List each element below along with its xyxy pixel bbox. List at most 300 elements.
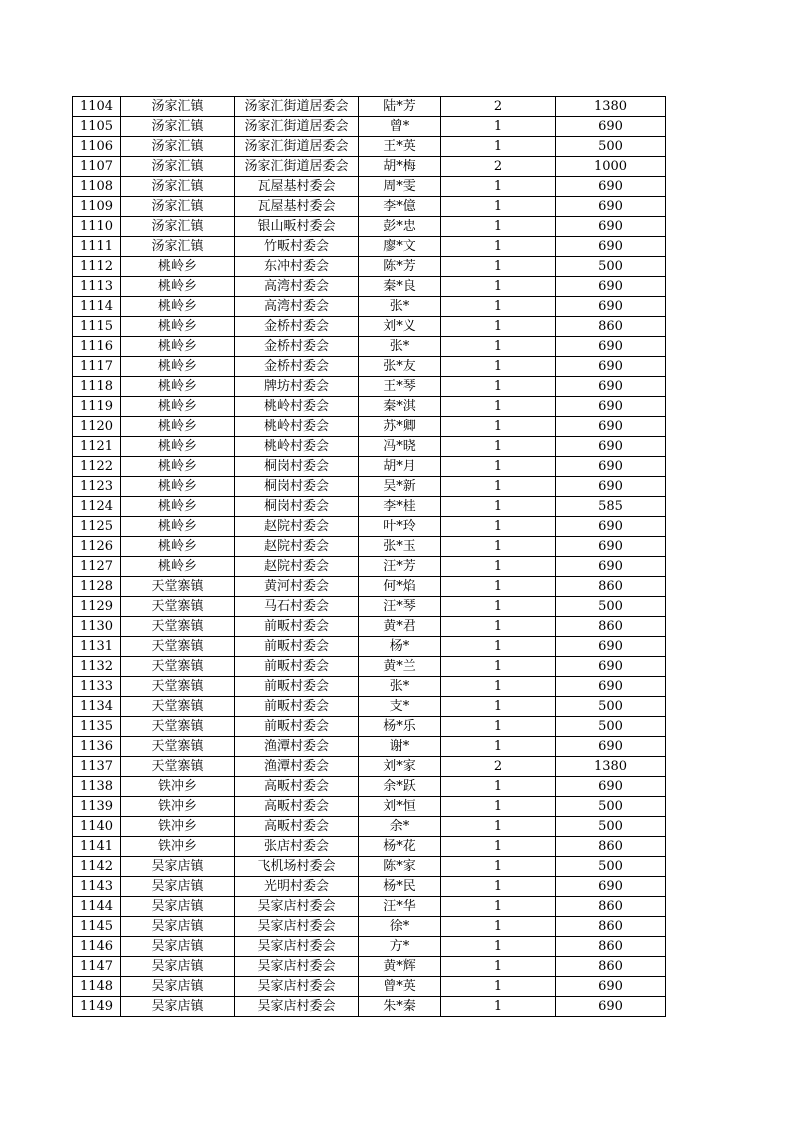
township-cell: 天堂寨镇 xyxy=(121,717,235,737)
count-cell: 1 xyxy=(441,557,556,577)
row-number-cell: 1144 xyxy=(73,897,121,917)
row-number-cell: 1117 xyxy=(73,357,121,377)
village-committee-cell: 赵院村委会 xyxy=(235,557,359,577)
amount-cell: 690 xyxy=(556,997,666,1017)
village-committee-cell: 赵院村委会 xyxy=(235,517,359,537)
row-number-cell: 1127 xyxy=(73,557,121,577)
village-committee-cell: 高湾村委会 xyxy=(235,277,359,297)
row-number-cell: 1142 xyxy=(73,857,121,877)
amount-cell: 690 xyxy=(556,277,666,297)
name-cell: 胡*月 xyxy=(359,457,441,477)
row-number-cell: 1112 xyxy=(73,257,121,277)
table-row xyxy=(73,457,666,477)
count-cell: 1 xyxy=(441,377,556,397)
name-cell: 汪*华 xyxy=(359,897,441,917)
name-cell: 余* xyxy=(359,817,441,837)
village-committee-cell: 金桥村委会 xyxy=(235,357,359,377)
village-committee-cell: 张店村委会 xyxy=(235,837,359,857)
table-row xyxy=(73,377,666,397)
name-cell: 朱*秦 xyxy=(359,997,441,1017)
count-cell: 1 xyxy=(441,137,556,157)
table-row xyxy=(73,757,666,777)
table-row xyxy=(73,417,666,437)
village-committee-cell: 渔潭村委会 xyxy=(235,757,359,777)
village-committee-cell: 吴家店村委会 xyxy=(235,897,359,917)
count-cell: 1 xyxy=(441,597,556,617)
amount-cell: 860 xyxy=(556,937,666,957)
table-row xyxy=(73,177,666,197)
table-row xyxy=(73,937,666,957)
count-cell: 1 xyxy=(441,937,556,957)
name-cell: 廖*文 xyxy=(359,237,441,257)
amount-cell: 500 xyxy=(556,697,666,717)
row-number-cell: 1128 xyxy=(73,577,121,597)
count-cell: 1 xyxy=(441,817,556,837)
amount-cell: 690 xyxy=(556,177,666,197)
row-number-cell: 1119 xyxy=(73,397,121,417)
table-row xyxy=(73,597,666,617)
roster-table-body xyxy=(73,97,666,1017)
count-cell: 1 xyxy=(441,977,556,997)
count-cell: 1 xyxy=(441,217,556,237)
row-number-cell: 1140 xyxy=(73,817,121,837)
amount-cell: 500 xyxy=(556,137,666,157)
village-committee-cell: 前畈村委会 xyxy=(235,637,359,657)
name-cell: 陆*芳 xyxy=(359,97,441,117)
amount-cell: 690 xyxy=(556,197,666,217)
row-number-cell: 1116 xyxy=(73,337,121,357)
count-cell: 1 xyxy=(441,717,556,737)
township-cell: 吴家店镇 xyxy=(121,937,235,957)
name-cell: 杨* xyxy=(359,637,441,657)
amount-cell: 1000 xyxy=(556,157,666,177)
row-number-cell: 1111 xyxy=(73,237,121,257)
count-cell: 1 xyxy=(441,357,556,377)
row-number-cell: 1129 xyxy=(73,597,121,617)
name-cell: 叶*玲 xyxy=(359,517,441,537)
table-row xyxy=(73,997,666,1017)
amount-cell: 500 xyxy=(556,817,666,837)
village-committee-cell: 牌坊村委会 xyxy=(235,377,359,397)
name-cell: 余*跃 xyxy=(359,777,441,797)
village-committee-cell: 飞机场村委会 xyxy=(235,857,359,877)
count-cell: 1 xyxy=(441,417,556,437)
count-cell: 1 xyxy=(441,797,556,817)
township-cell: 吴家店镇 xyxy=(121,877,235,897)
township-cell: 汤家汇镇 xyxy=(121,177,235,197)
row-number-cell: 1135 xyxy=(73,717,121,737)
table-row xyxy=(73,357,666,377)
count-cell: 1 xyxy=(441,457,556,477)
village-committee-cell: 前畈村委会 xyxy=(235,657,359,677)
township-cell: 吴家店镇 xyxy=(121,897,235,917)
row-number-cell: 1115 xyxy=(73,317,121,337)
amount-cell: 690 xyxy=(556,237,666,257)
count-cell: 1 xyxy=(441,337,556,357)
name-cell: 支* xyxy=(359,697,441,717)
amount-cell: 690 xyxy=(556,437,666,457)
village-committee-cell: 高畈村委会 xyxy=(235,817,359,837)
village-committee-cell: 马石村委会 xyxy=(235,597,359,617)
table-row xyxy=(73,797,666,817)
township-cell: 天堂寨镇 xyxy=(121,637,235,657)
township-cell: 桃岭乡 xyxy=(121,397,235,417)
count-cell: 1 xyxy=(441,957,556,977)
name-cell: 方* xyxy=(359,937,441,957)
table-row xyxy=(73,317,666,337)
table-row xyxy=(73,777,666,797)
village-committee-cell: 渔潭村委会 xyxy=(235,737,359,757)
row-number-cell: 1105 xyxy=(73,117,121,137)
table-row xyxy=(73,637,666,657)
table-row xyxy=(73,977,666,997)
village-committee-cell: 桐岗村委会 xyxy=(235,497,359,517)
amount-cell: 860 xyxy=(556,317,666,337)
township-cell: 铁冲乡 xyxy=(121,837,235,857)
amount-cell: 585 xyxy=(556,497,666,517)
count-cell: 2 xyxy=(441,757,556,777)
township-cell: 桃岭乡 xyxy=(121,497,235,517)
row-number-cell: 1118 xyxy=(73,377,121,397)
name-cell: 秦*良 xyxy=(359,277,441,297)
count-cell: 1 xyxy=(441,577,556,597)
amount-cell: 690 xyxy=(556,377,666,397)
row-number-cell: 1120 xyxy=(73,417,121,437)
count-cell: 1 xyxy=(441,897,556,917)
row-number-cell: 1149 xyxy=(73,997,121,1017)
township-cell: 桃岭乡 xyxy=(121,477,235,497)
village-committee-cell: 吴家店村委会 xyxy=(235,977,359,997)
amount-cell: 690 xyxy=(556,557,666,577)
name-cell: 彭*忠 xyxy=(359,217,441,237)
township-cell: 汤家汇镇 xyxy=(121,237,235,257)
row-number-cell: 1121 xyxy=(73,437,121,457)
village-committee-cell: 桐岗村委会 xyxy=(235,477,359,497)
amount-cell: 860 xyxy=(556,837,666,857)
village-committee-cell: 汤家汇街道居委会 xyxy=(235,117,359,137)
table-row xyxy=(73,337,666,357)
table-row xyxy=(73,557,666,577)
township-cell: 汤家汇镇 xyxy=(121,197,235,217)
name-cell: 刘*恒 xyxy=(359,797,441,817)
village-committee-cell: 吴家店村委会 xyxy=(235,917,359,937)
name-cell: 何*焰 xyxy=(359,577,441,597)
name-cell: 秦*淇 xyxy=(359,397,441,417)
village-committee-cell: 桃岭村委会 xyxy=(235,417,359,437)
name-cell: 王*英 xyxy=(359,137,441,157)
amount-cell: 500 xyxy=(556,797,666,817)
amount-cell: 500 xyxy=(556,857,666,877)
count-cell: 1 xyxy=(441,517,556,537)
table-row xyxy=(73,477,666,497)
village-committee-cell: 银山畈村委会 xyxy=(235,217,359,237)
township-cell: 桃岭乡 xyxy=(121,357,235,377)
village-committee-cell: 汤家汇街道居委会 xyxy=(235,137,359,157)
count-cell: 1 xyxy=(441,617,556,637)
row-number-cell: 1131 xyxy=(73,637,121,657)
village-committee-cell: 桃岭村委会 xyxy=(235,437,359,457)
village-committee-cell: 吴家店村委会 xyxy=(235,997,359,1017)
township-cell: 桃岭乡 xyxy=(121,517,235,537)
table-row xyxy=(73,537,666,557)
village-committee-cell: 桐岗村委会 xyxy=(235,457,359,477)
amount-cell: 690 xyxy=(556,637,666,657)
table-row xyxy=(73,217,666,237)
amount-cell: 690 xyxy=(556,297,666,317)
amount-cell: 690 xyxy=(556,977,666,997)
count-cell: 1 xyxy=(441,837,556,857)
township-cell: 吴家店镇 xyxy=(121,997,235,1017)
table-row xyxy=(73,237,666,257)
table-row xyxy=(73,517,666,537)
name-cell: 陈*芳 xyxy=(359,257,441,277)
table-row xyxy=(73,737,666,757)
name-cell: 刘*家 xyxy=(359,757,441,777)
table-row xyxy=(73,957,666,977)
name-cell: 张* xyxy=(359,337,441,357)
row-number-cell: 1141 xyxy=(73,837,121,857)
name-cell: 汪*琴 xyxy=(359,597,441,617)
village-committee-cell: 吴家店村委会 xyxy=(235,937,359,957)
amount-cell: 500 xyxy=(556,717,666,737)
village-committee-cell: 汤家汇街道居委会 xyxy=(235,157,359,177)
table-row xyxy=(73,617,666,637)
township-cell: 吴家店镇 xyxy=(121,857,235,877)
count-cell: 1 xyxy=(441,737,556,757)
village-committee-cell: 赵院村委会 xyxy=(235,537,359,557)
village-committee-cell: 高畈村委会 xyxy=(235,797,359,817)
township-cell: 桃岭乡 xyxy=(121,277,235,297)
count-cell: 1 xyxy=(441,177,556,197)
amount-cell: 690 xyxy=(556,657,666,677)
village-committee-cell: 前畈村委会 xyxy=(235,617,359,637)
table-row xyxy=(73,157,666,177)
table-row xyxy=(73,437,666,457)
village-committee-cell: 桃岭村委会 xyxy=(235,397,359,417)
township-cell: 天堂寨镇 xyxy=(121,737,235,757)
row-number-cell: 1104 xyxy=(73,97,121,117)
count-cell: 1 xyxy=(441,917,556,937)
roster-table xyxy=(72,96,666,1017)
row-number-cell: 1114 xyxy=(73,297,121,317)
village-committee-cell: 瓦屋基村委会 xyxy=(235,197,359,217)
count-cell: 1 xyxy=(441,637,556,657)
village-committee-cell: 高湾村委会 xyxy=(235,297,359,317)
village-committee-cell: 金桥村委会 xyxy=(235,317,359,337)
count-cell: 1 xyxy=(441,197,556,217)
count-cell: 1 xyxy=(441,317,556,337)
village-committee-cell: 光明村委会 xyxy=(235,877,359,897)
village-committee-cell: 前畈村委会 xyxy=(235,677,359,697)
count-cell: 1 xyxy=(441,877,556,897)
row-number-cell: 1132 xyxy=(73,657,121,677)
amount-cell: 860 xyxy=(556,957,666,977)
village-committee-cell: 前畈村委会 xyxy=(235,717,359,737)
township-cell: 桃岭乡 xyxy=(121,297,235,317)
village-committee-cell: 吴家店村委会 xyxy=(235,957,359,977)
village-committee-cell: 黄河村委会 xyxy=(235,577,359,597)
village-committee-cell: 东冲村委会 xyxy=(235,257,359,277)
amount-cell: 690 xyxy=(556,417,666,437)
name-cell: 刘*义 xyxy=(359,317,441,337)
name-cell: 胡*梅 xyxy=(359,157,441,177)
row-number-cell: 1147 xyxy=(73,957,121,977)
row-number-cell: 1108 xyxy=(73,177,121,197)
township-cell: 汤家汇镇 xyxy=(121,117,235,137)
township-cell: 吴家店镇 xyxy=(121,957,235,977)
village-committee-cell: 瓦屋基村委会 xyxy=(235,177,359,197)
amount-cell: 860 xyxy=(556,577,666,597)
township-cell: 汤家汇镇 xyxy=(121,217,235,237)
row-number-cell: 1136 xyxy=(73,737,121,757)
table-row xyxy=(73,657,666,677)
row-number-cell: 1123 xyxy=(73,477,121,497)
township-cell: 桃岭乡 xyxy=(121,257,235,277)
township-cell: 桃岭乡 xyxy=(121,317,235,337)
village-committee-cell: 汤家汇街道居委会 xyxy=(235,97,359,117)
row-number-cell: 1106 xyxy=(73,137,121,157)
amount-cell: 690 xyxy=(556,537,666,557)
count-cell: 1 xyxy=(441,497,556,517)
name-cell: 杨*民 xyxy=(359,877,441,897)
table-row xyxy=(73,577,666,597)
count-cell: 1 xyxy=(441,397,556,417)
row-number-cell: 1134 xyxy=(73,697,121,717)
village-committee-cell: 竹畈村委会 xyxy=(235,237,359,257)
name-cell: 谢* xyxy=(359,737,441,757)
name-cell: 李*桂 xyxy=(359,497,441,517)
table-row xyxy=(73,717,666,737)
table-row xyxy=(73,257,666,277)
name-cell: 陈*家 xyxy=(359,857,441,877)
table-row xyxy=(73,817,666,837)
amount-cell: 690 xyxy=(556,517,666,537)
amount-cell: 690 xyxy=(556,337,666,357)
row-number-cell: 1137 xyxy=(73,757,121,777)
amount-cell: 500 xyxy=(556,597,666,617)
count-cell: 1 xyxy=(441,697,556,717)
row-number-cell: 1139 xyxy=(73,797,121,817)
count-cell: 1 xyxy=(441,657,556,677)
count-cell: 1 xyxy=(441,477,556,497)
table-row xyxy=(73,677,666,697)
amount-cell: 500 xyxy=(556,257,666,277)
township-cell: 桃岭乡 xyxy=(121,437,235,457)
table-row xyxy=(73,117,666,137)
row-number-cell: 1148 xyxy=(73,977,121,997)
amount-cell: 690 xyxy=(556,397,666,417)
amount-cell: 690 xyxy=(556,777,666,797)
row-number-cell: 1130 xyxy=(73,617,121,637)
township-cell: 桃岭乡 xyxy=(121,557,235,577)
row-number-cell: 1122 xyxy=(73,457,121,477)
name-cell: 李*億 xyxy=(359,197,441,217)
row-number-cell: 1138 xyxy=(73,777,121,797)
table-row xyxy=(73,837,666,857)
table-row xyxy=(73,97,666,117)
count-cell: 1 xyxy=(441,437,556,457)
row-number-cell: 1125 xyxy=(73,517,121,537)
name-cell: 黄*辉 xyxy=(359,957,441,977)
township-cell: 铁冲乡 xyxy=(121,777,235,797)
table-row xyxy=(73,397,666,417)
name-cell: 曾* xyxy=(359,117,441,137)
township-cell: 天堂寨镇 xyxy=(121,597,235,617)
name-cell: 张*友 xyxy=(359,357,441,377)
row-number-cell: 1107 xyxy=(73,157,121,177)
township-cell: 天堂寨镇 xyxy=(121,677,235,697)
township-cell: 桃岭乡 xyxy=(121,457,235,477)
amount-cell: 690 xyxy=(556,677,666,697)
count-cell: 2 xyxy=(441,157,556,177)
count-cell: 1 xyxy=(441,777,556,797)
name-cell: 周*雯 xyxy=(359,177,441,197)
amount-cell: 690 xyxy=(556,117,666,137)
name-cell: 汪*芳 xyxy=(359,557,441,577)
amount-cell: 690 xyxy=(556,457,666,477)
count-cell: 1 xyxy=(441,297,556,317)
count-cell: 1 xyxy=(441,117,556,137)
table-row xyxy=(73,197,666,217)
count-cell: 2 xyxy=(441,97,556,117)
row-number-cell: 1124 xyxy=(73,497,121,517)
township-cell: 桃岭乡 xyxy=(121,377,235,397)
row-number-cell: 1110 xyxy=(73,217,121,237)
name-cell: 徐* xyxy=(359,917,441,937)
township-cell: 桃岭乡 xyxy=(121,537,235,557)
row-number-cell: 1133 xyxy=(73,677,121,697)
table-row xyxy=(73,137,666,157)
row-number-cell: 1126 xyxy=(73,537,121,557)
amount-cell: 860 xyxy=(556,617,666,637)
name-cell: 曾*英 xyxy=(359,977,441,997)
township-cell: 桃岭乡 xyxy=(121,337,235,357)
township-cell: 天堂寨镇 xyxy=(121,697,235,717)
township-cell: 天堂寨镇 xyxy=(121,617,235,637)
amount-cell: 690 xyxy=(556,477,666,497)
township-cell: 汤家汇镇 xyxy=(121,97,235,117)
township-cell: 桃岭乡 xyxy=(121,417,235,437)
name-cell: 张*玉 xyxy=(359,537,441,557)
name-cell: 吴*新 xyxy=(359,477,441,497)
count-cell: 1 xyxy=(441,997,556,1017)
row-number-cell: 1113 xyxy=(73,277,121,297)
name-cell: 黄*兰 xyxy=(359,657,441,677)
township-cell: 铁冲乡 xyxy=(121,817,235,837)
table-row xyxy=(73,857,666,877)
count-cell: 1 xyxy=(441,257,556,277)
name-cell: 张* xyxy=(359,297,441,317)
name-cell: 黄*君 xyxy=(359,617,441,637)
amount-cell: 690 xyxy=(556,877,666,897)
township-cell: 天堂寨镇 xyxy=(121,657,235,677)
count-cell: 1 xyxy=(441,277,556,297)
row-number-cell: 1145 xyxy=(73,917,121,937)
name-cell: 张* xyxy=(359,677,441,697)
village-committee-cell: 前畈村委会 xyxy=(235,697,359,717)
table-row xyxy=(73,697,666,717)
village-committee-cell: 金桥村委会 xyxy=(235,337,359,357)
row-number-cell: 1143 xyxy=(73,877,121,897)
amount-cell: 860 xyxy=(556,917,666,937)
table-row xyxy=(73,877,666,897)
township-cell: 铁冲乡 xyxy=(121,797,235,817)
row-number-cell: 1146 xyxy=(73,937,121,957)
name-cell: 杨*乐 xyxy=(359,717,441,737)
table-row xyxy=(73,917,666,937)
township-cell: 天堂寨镇 xyxy=(121,577,235,597)
township-cell: 吴家店镇 xyxy=(121,917,235,937)
